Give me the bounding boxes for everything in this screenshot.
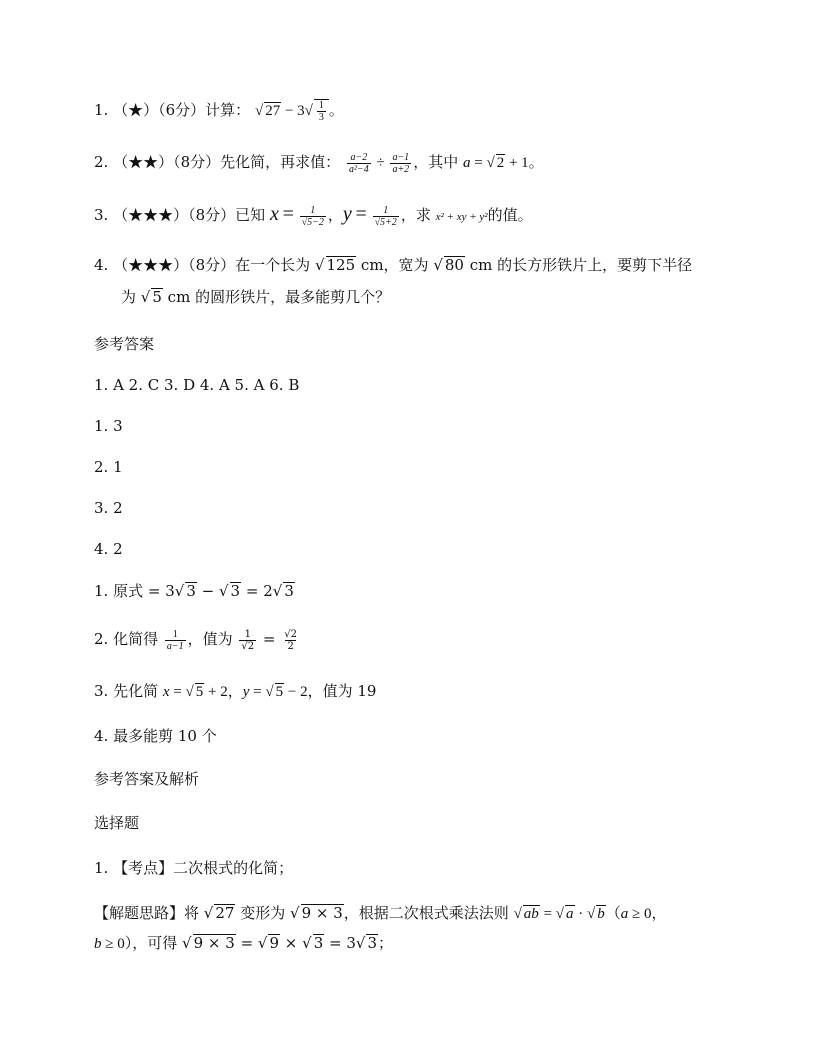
formula-s3-x: x = √ 5 + 2 <box>162 684 228 700</box>
separator: ， <box>651 904 667 922</box>
separator: ， <box>227 682 243 700</box>
question-number: 2. <box>94 153 109 171</box>
solution-2 <box>94 628 301 652</box>
question-points: （8分） <box>173 153 221 171</box>
question-3 <box>94 203 533 228</box>
analysis-text: （ <box>605 904 621 922</box>
solution-text: ，值为 19 <box>307 682 377 700</box>
question-text: 为 <box>121 288 137 306</box>
fill-answer-2: 2. 1 <box>94 458 123 476</box>
fill-answer-3: 3. 2 <box>94 499 123 517</box>
choice-section-heading: 选择题 <box>94 814 140 832</box>
formula-q3-x: x = $\frac{1}{√5-2}$ <box>269 203 324 229</box>
analysis-text: 变形为 <box>240 904 286 922</box>
formula-q3-y: y = $\frac{1}{√5+2}$ <box>342 203 397 229</box>
analysis-text: ），可得 <box>124 934 178 952</box>
question-number: 3. <box>94 206 109 224</box>
question-4-line-2: 为 √ 5 cm 的圆形铁片，最多能剪几个？ <box>121 288 391 306</box>
question-2: 2. （★★）（8分）先化简，再求值： $\frac{a-2}{\text{a²−4}}$ ÷ $\frac{a-1}{a+2}$ ，其中 a = √ 2 + 1。 <box>94 152 544 176</box>
formula-q2-value: a = √ 2 + 1 <box>462 155 529 171</box>
question-text-mid: cm，宽为 <box>360 256 429 274</box>
solution-text: 3. 先化简 <box>94 682 159 700</box>
question-text: 在一个长为 <box>235 256 311 274</box>
choice-answers: 1. A 2. C 3. D 4. A 5. A 6. B <box>94 376 300 394</box>
question-number: 1. <box>94 101 109 119</box>
formula-result: √ 9 × 3 = √ 9 × √ 3 = 3√ 3 <box>182 934 377 952</box>
solution-1 <box>94 580 295 602</box>
formula-s1: = 3√ 3 − √ 3 = 2√ 3 <box>147 582 294 600</box>
question-text-tail: ，求 <box>400 206 431 224</box>
question-text-end: 的值。 <box>487 206 533 224</box>
solution-text: 2. 化简得 <box>94 630 159 648</box>
difficulty-stars: （★★） <box>113 153 174 171</box>
analysis-idea-line-2 <box>94 932 393 955</box>
question-text-tail: ，其中 <box>413 153 459 171</box>
formula-cond-a: a ≥ 0 <box>620 906 652 922</box>
formula-q1: √ 27 − 3√ $\frac{1}{3}$ <box>255 103 329 119</box>
question-number: 4. <box>94 256 109 274</box>
separator: ， <box>327 206 343 224</box>
question-points: （8分） <box>188 206 236 224</box>
question-text-mid2: cm 的长方形铁片上，要剪下半径 <box>469 256 693 274</box>
formula-s2-a: $\frac{1}{a-1}$ <box>166 629 184 653</box>
question-text: cm 的圆形铁片，最多能剪几个？ <box>167 288 391 306</box>
difficulty-stars: （★★★） <box>113 206 189 224</box>
formula-s2-b: $\frac{1}{√2}$ = $\frac{√2}{2}$ <box>241 628 297 652</box>
analysis-text: 【解题思路】将 <box>94 904 200 922</box>
solution-text: ，值为 <box>187 630 233 648</box>
analysis-heading: 参考答案及解析 <box>94 770 200 788</box>
solution-text: 1. 原式 <box>94 582 144 600</box>
question-points: （6分） <box>158 101 206 119</box>
solution-4: 4. 最多能剪 10 个 <box>94 727 217 745</box>
question-4: 4. （★★★）（8分）在一个长为 √ 125 cm，宽为 √ 80 cm 的长方形铁片上，要剪下半径 <box>94 256 693 274</box>
analysis-text: ； <box>378 934 394 952</box>
question-points: （8分） <box>188 256 236 274</box>
analysis-point: 1. 【考点】二次根式的化简； <box>94 859 294 877</box>
difficulty-stars: （★） <box>113 101 159 119</box>
formula-q3-expr: x² + xy + y² <box>435 211 488 223</box>
analysis-idea-line-1: 【解题思路】将 √ 27 变形为 √ 9 × 3，根据二次根式乘法法则 √ ab = √ a · √ b（a ≥ 0， <box>94 904 667 922</box>
difficulty-stars: （★★★） <box>113 256 189 274</box>
answers-heading: 参考答案 <box>94 335 155 353</box>
fill-answer-1: 1. 3 <box>94 417 123 435</box>
formula-cond-b: b ≥ 0 <box>94 936 125 952</box>
solution-3 <box>94 680 376 703</box>
formula-s3-y: y = √ 5 − 2 <box>242 684 308 700</box>
question-text: 计算： <box>205 101 251 119</box>
question-text: 先化简，再求值： <box>220 153 341 171</box>
formula-rule: √ ab = √ a · √ b <box>513 906 605 922</box>
question-1: 1. （★）（6分）计算： √ 27 − 3√ $\frac{1}{3}$ 。 <box>94 100 344 124</box>
question-text: 已知 <box>235 206 266 224</box>
formula-q2: $\frac{a-2}{\text{a²−4}}$ ÷ $\frac{a-1}{a+2}$ <box>348 152 410 176</box>
analysis-text: ，根据二次根式乘法法则 <box>343 904 509 922</box>
fill-answer-4: 4. 2 <box>94 540 123 558</box>
